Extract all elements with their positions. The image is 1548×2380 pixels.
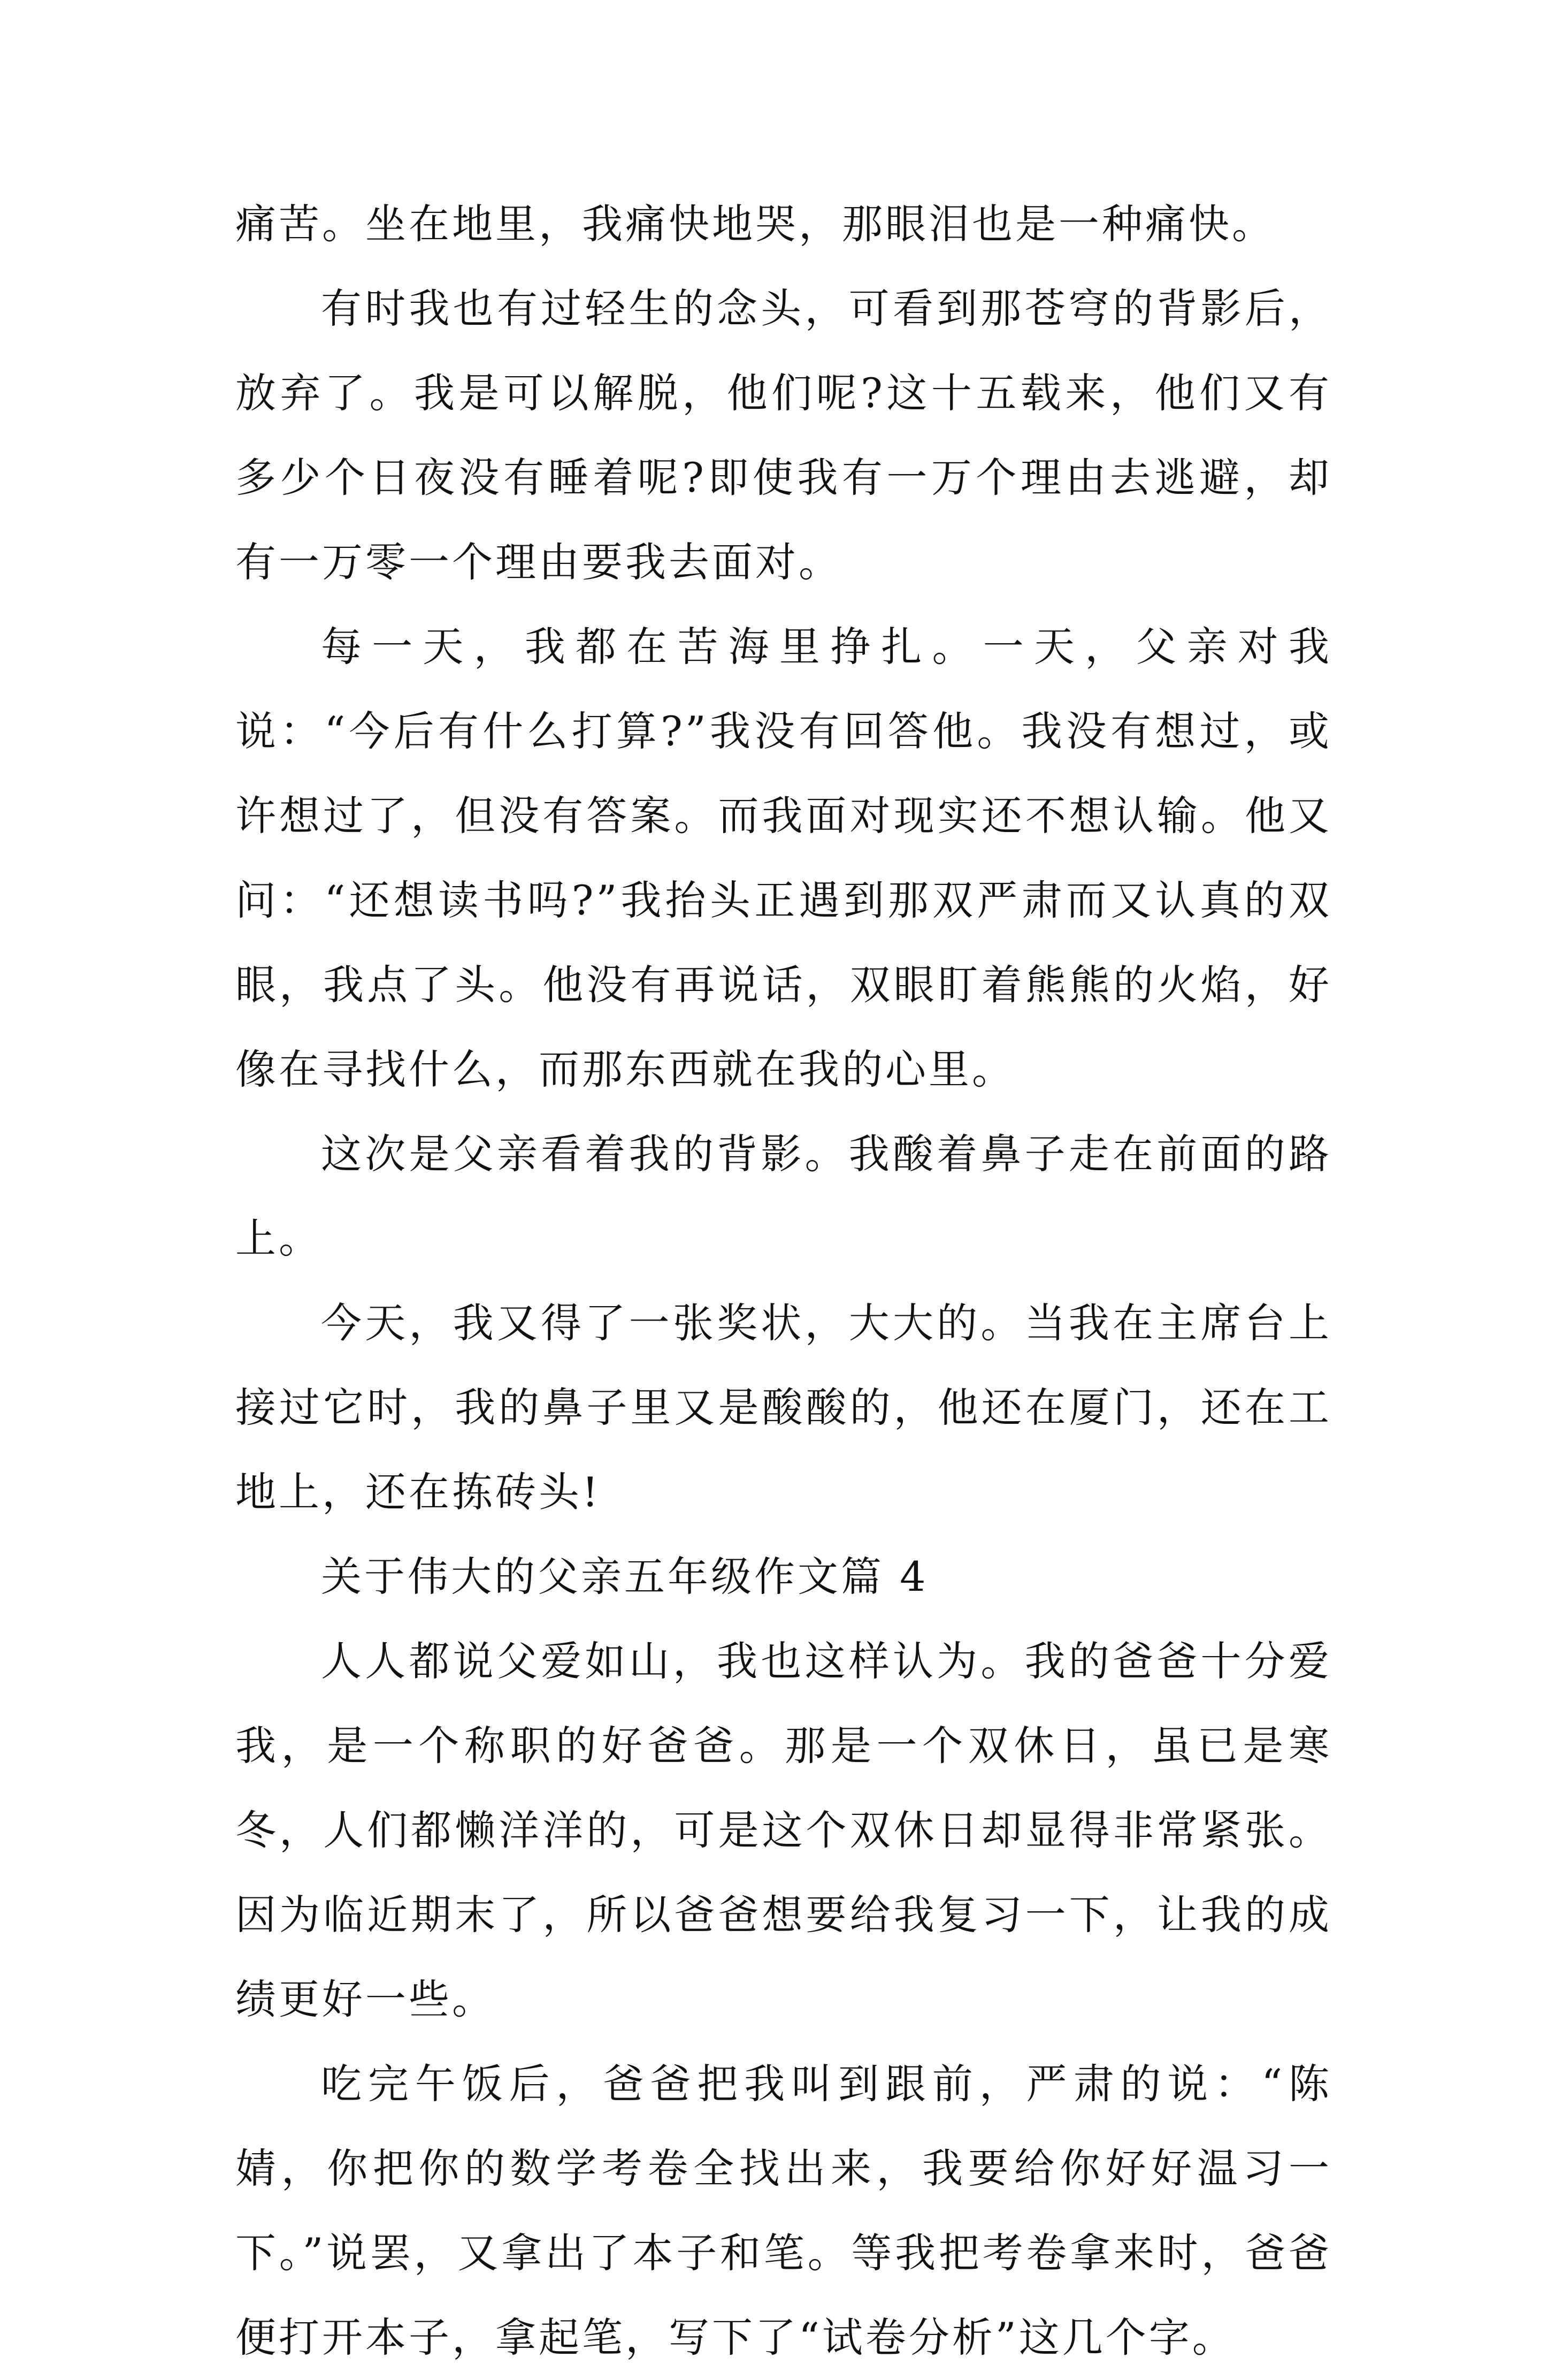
paragraph-continuation: 痛苦。坐在地里，我痛快地哭，那眼泪也是一种痛快。 bbox=[235, 200, 1275, 248]
paragraph: 人人都说父爱如山，我也这样认为。我的爸爸十分爱我，是一个称职的好爸爸。那是一个双休日，虽已是寒冬，人们都懒洋洋的，可是这个双休日却显得非常紧张。因为临近期末了，所以爸爸想要给我复习一下，让我的成绩更好一些。 bbox=[235, 1637, 1332, 2023]
paragraph: 这次是父亲看着我的背影。我酸着鼻子走在前面的路上。 bbox=[235, 1130, 1332, 1262]
paragraph: 吃完午饭后，爸爸把我叫到跟前，严肃的说：“陈婧，你把你的数学考卷全找出来，我要给你好好温习一下。”说罢，又拿出了本子和笔。等我把考卷拿来时，爸爸便打开本子，拿起笔，写下了“试卷分析”这几个字。 bbox=[235, 2060, 1332, 2361]
document-body bbox=[235, 182, 1332, 2380]
paragraph: 有时我也有过轻生的念头，可看到那苍穹的背影后，放弃了。我是可以解脱，他们呢?这十五载来，他们又有多少个日夜没有睡着呢?即使我有一万个理由去逃避，却有一万零一个理由要我去面对。 bbox=[235, 285, 1332, 586]
paragraph: 每一天，我都在苦海里挣扎。一天，父亲对我说：“今后有什么打算?”我没有回答他。我没有想过，或许想过了，但没有答案。而我面对现实还不想认输。他又问：“还想读书吗?”我抬头正遇到那双严肃而又认真的双眼，我点了头。他没有再说话，双眼盯着熊熊的火焰，好像在寻找什么，而那东西就在我的心里。 bbox=[235, 623, 1332, 1093]
section-heading: 关于伟大的父亲五年级作文篇 4 bbox=[321, 1553, 929, 1600]
paragraph: 今天，我又得了一张奖状，大大的。当我在主席台上接过它时，我的鼻子里又是酸酸的，他还在厦门，还在工地上，还在拣砖头! bbox=[235, 1299, 1332, 1516]
